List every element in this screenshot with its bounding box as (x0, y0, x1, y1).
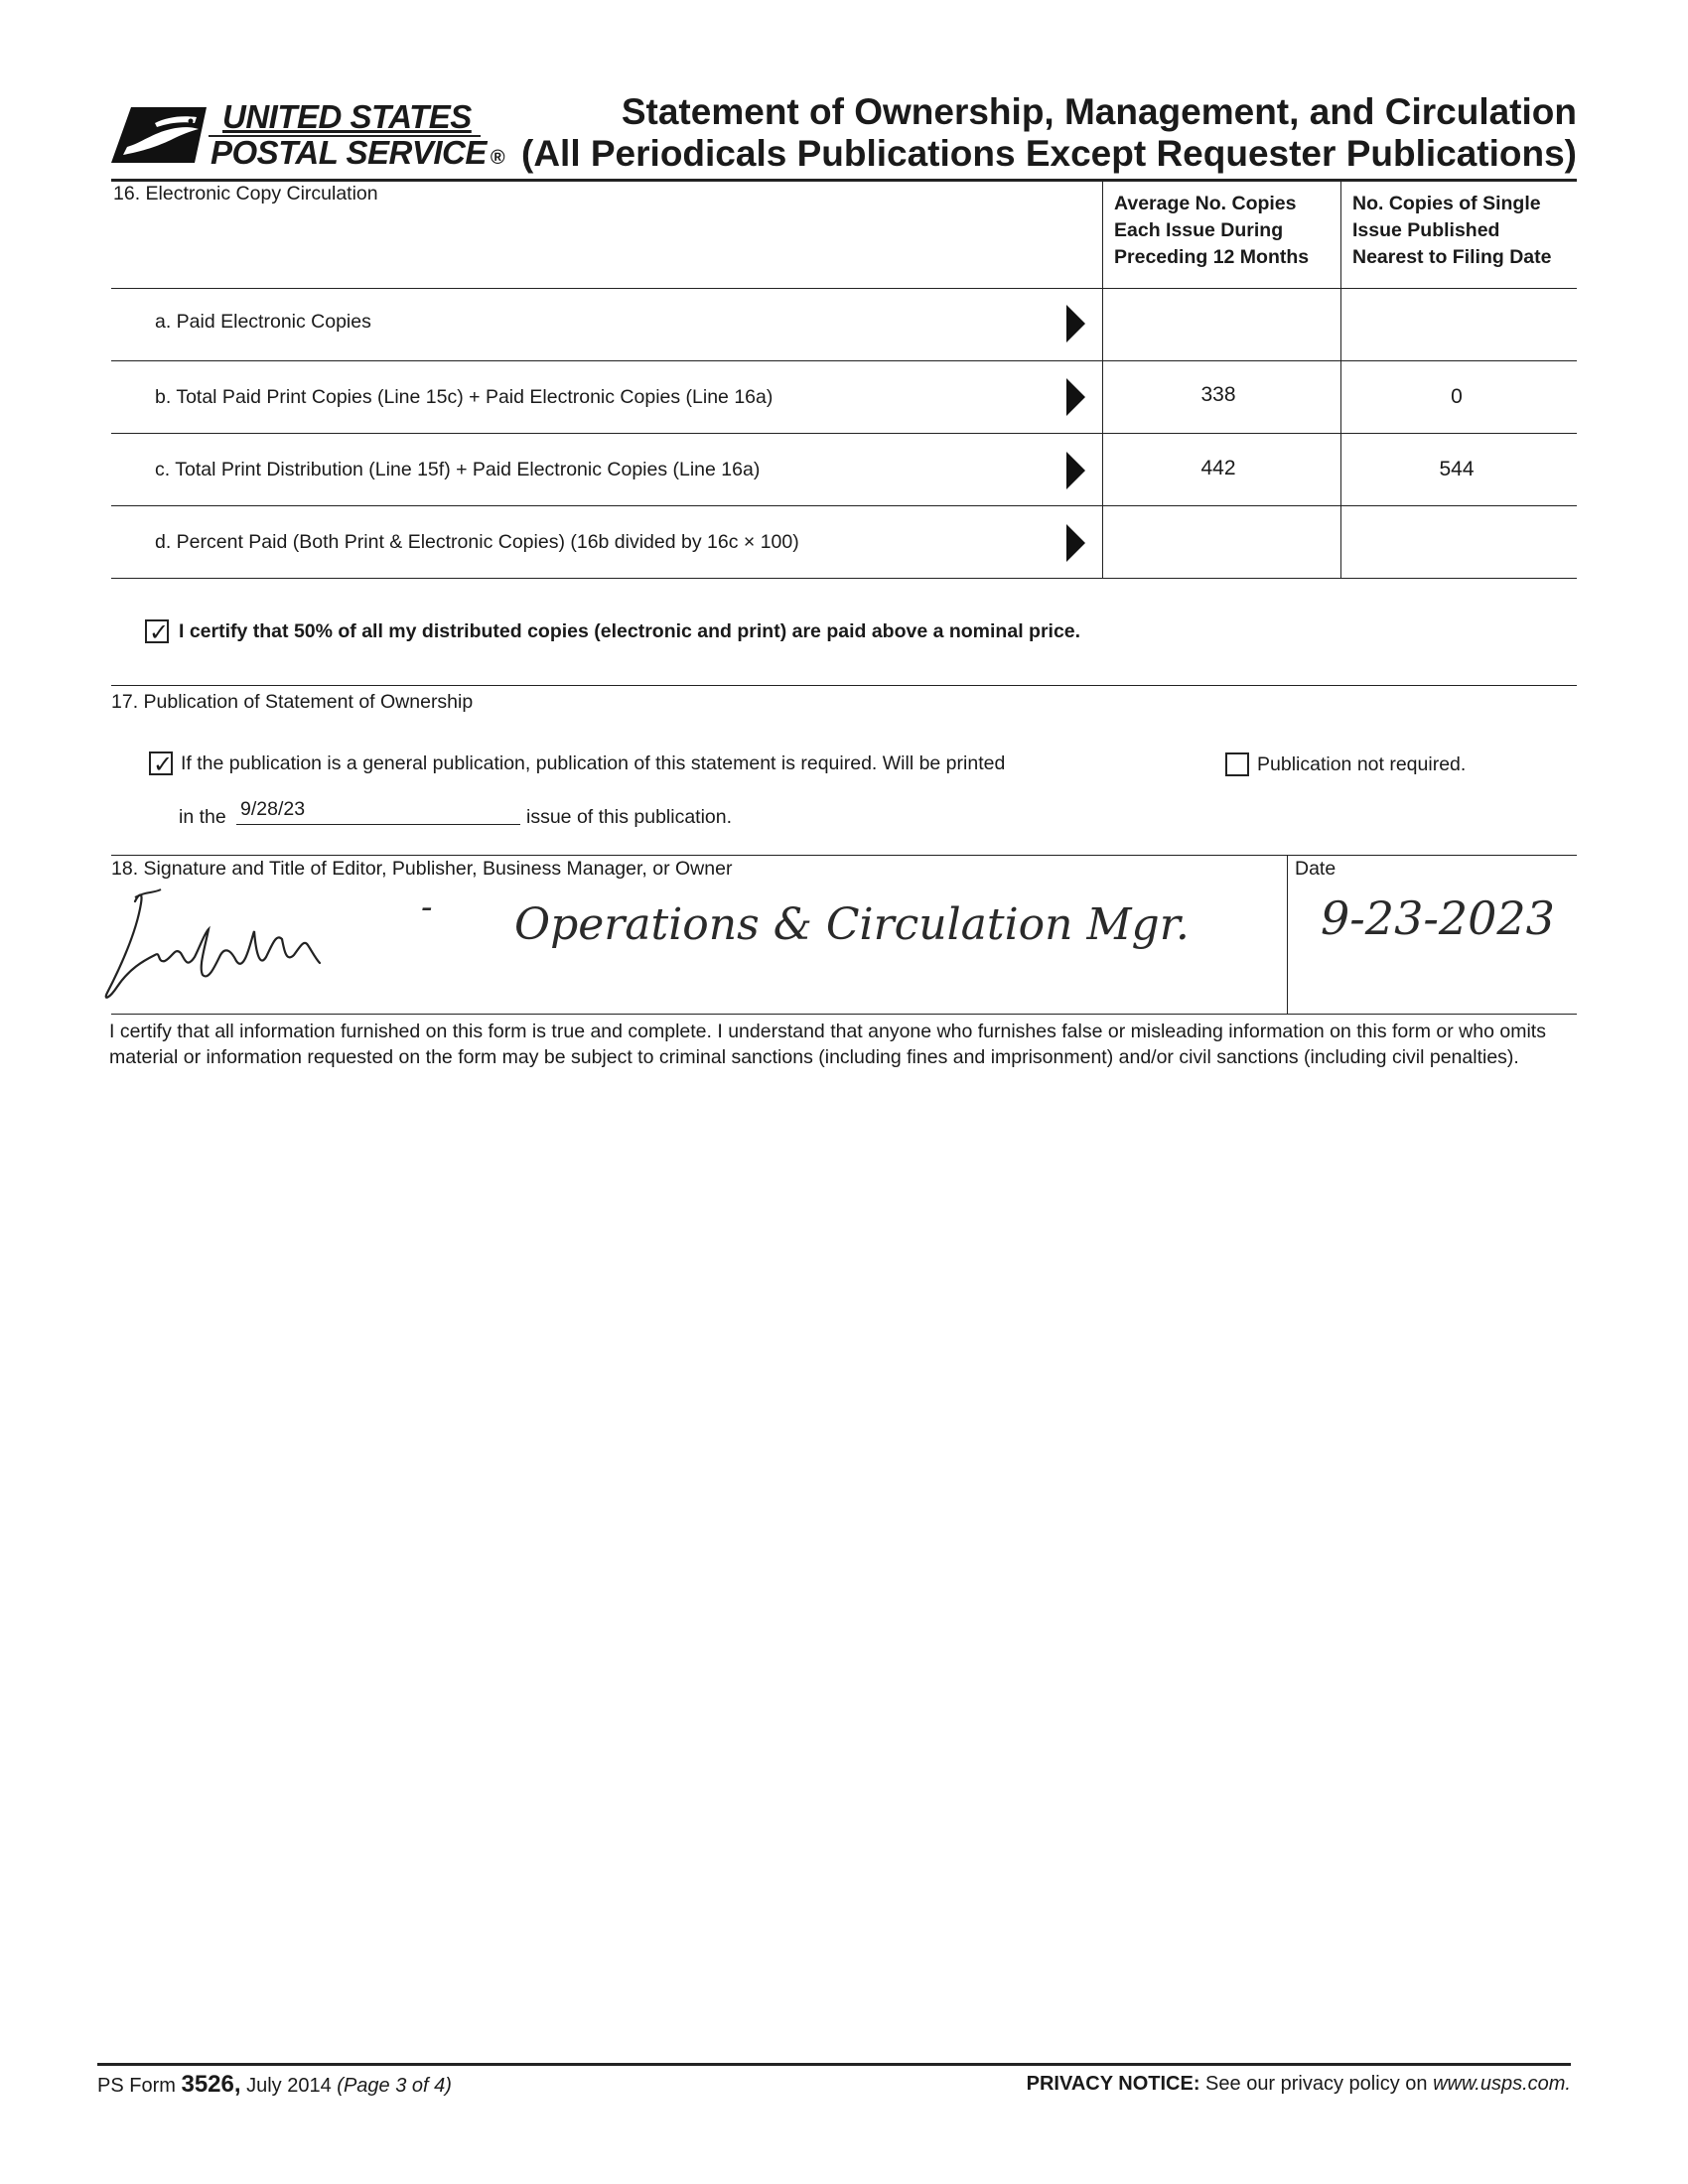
col1-divider (1102, 179, 1103, 578)
col-header-single-line3: Nearest to Filing Date (1352, 246, 1552, 268)
col-header-single-line2: Issue Published (1352, 219, 1500, 241)
col-header-single-line1: No. Copies of Single (1352, 193, 1541, 214)
date-column-divider (1287, 855, 1288, 1014)
publication-not-required-label: Publication not required. (1257, 753, 1467, 775)
row-16d-arrow-icon (1066, 524, 1085, 562)
section-17-heading: 17. Publication of Statement of Ownership (111, 691, 474, 713)
issue-date-underline (236, 824, 520, 825)
row-16a-arrow-icon (1066, 305, 1085, 342)
publication-not-required-checkbox[interactable] (1225, 752, 1249, 776)
row-divider-c (111, 505, 1577, 506)
privacy-text: See our privacy policy on (1205, 2073, 1428, 2095)
signature-dash: - (421, 887, 433, 927)
footer-rule (97, 2063, 1571, 2066)
signer-title-handwritten: Operations & Circulation Mgr. (514, 899, 1190, 950)
certification-rule (111, 1014, 1577, 1015)
row-divider-d (111, 578, 1577, 579)
col-header-single (1352, 191, 1551, 271)
row-16b-avg[interactable]: 338 (1200, 383, 1236, 406)
section-17-rule (111, 685, 1577, 686)
issue-suffix-label: issue of this publication. (526, 806, 733, 828)
row-divider-header (111, 288, 1577, 289)
logo-united-states: UNITED STATES (222, 98, 472, 135)
general-publication-checkbox[interactable] (149, 751, 174, 778)
row-16b-label: b. Total Paid Print Copies (Line 15c) + Paid Electronic Copies (Line 16a) (155, 386, 774, 408)
row-16a-label: a. Paid Electronic Copies (155, 311, 371, 333)
col-header-average-line1: Average No. Copies (1114, 193, 1297, 214)
col-header-average-line2: Each Issue During (1114, 219, 1284, 241)
logo-postal-service (211, 135, 504, 176)
certification-statement: I certify that all information furnished on this form is true and complete. I understand that anyone who furnishes false or misleading information on this form or who omits material or information requested on the form may be subject to criminal sanctions (including fines and imprisonment) and/or civil sanctions (including civil penalties). (109, 1021, 1546, 1068)
privacy-url-link[interactable]: www.usps.com. (1433, 2073, 1571, 2095)
col2-divider (1340, 179, 1341, 578)
signature-date-handwritten: 9-23-2023 (1321, 891, 1555, 945)
col-header-average-line3: Preceding 12 Months (1114, 246, 1310, 268)
certify-50-percent-checkbox[interactable] (145, 618, 170, 646)
general-publication-label: If the publication is a general publication, publication of this statement is required. Will be printed (181, 752, 1006, 774)
checkmark-icon: ✓ (152, 751, 174, 778)
form-number: 3526, (181, 2071, 241, 2098)
form-title-line2: (All Periodicals Publications Except Requester Publications) (521, 133, 1577, 174)
row-divider-b (111, 433, 1577, 434)
logo-postal-service-text: POSTAL SERVICE (211, 134, 487, 171)
section-18-heading: 18. Signature and Title of Editor, Publisher, Business Manager, or Owner (111, 858, 733, 880)
row-16c-label: c. Total Print Distribution (Line 15f) + Paid Electronic Copies (Line 16a) (155, 459, 761, 480)
row-16b-single[interactable]: 0 (1451, 385, 1463, 408)
row-16b-arrow-icon (1066, 378, 1085, 416)
form-title-line1: Statement of Ownership, Management, and Circulation (621, 91, 1577, 132)
row-16d-label: d. Percent Paid (Both Print & Electronic Copies) (16b divided by 16c × 100) (155, 531, 799, 553)
issue-date-value[interactable]: 9/28/23 (240, 798, 306, 820)
col-header-average (1114, 191, 1309, 271)
certify-50-percent-label: I certify that 50% of all my distributed copies (electronic and print) are paid above a nominal price. (179, 620, 1081, 642)
header-rule (111, 179, 1577, 182)
form-prefix: PS Form (97, 2075, 176, 2097)
row-divider-a (111, 360, 1577, 361)
date-label: Date (1295, 858, 1336, 880)
section-18-rule (111, 855, 1577, 856)
handwritten-signature (95, 884, 393, 1013)
checkmark-icon: ✓ (148, 618, 170, 646)
footer-privacy-notice (1027, 2073, 1571, 2096)
registered-mark: ® (490, 147, 505, 169)
row-16c-avg[interactable]: 442 (1200, 457, 1236, 479)
privacy-label: PRIVACY NOTICE: (1026, 2073, 1200, 2095)
footer-form-info (97, 2071, 452, 2099)
page-info: (Page 3 of 4) (337, 2075, 452, 2097)
row-16c-single[interactable]: 544 (1439, 458, 1475, 480)
form-date: July 2014 (246, 2075, 332, 2097)
usps-eagle-logo (111, 103, 207, 167)
row-16c-arrow-icon (1066, 452, 1085, 489)
logo-underline (209, 135, 481, 137)
in-the-label: in the (179, 806, 226, 828)
section-16-heading: 16. Electronic Copy Circulation (113, 183, 378, 205)
